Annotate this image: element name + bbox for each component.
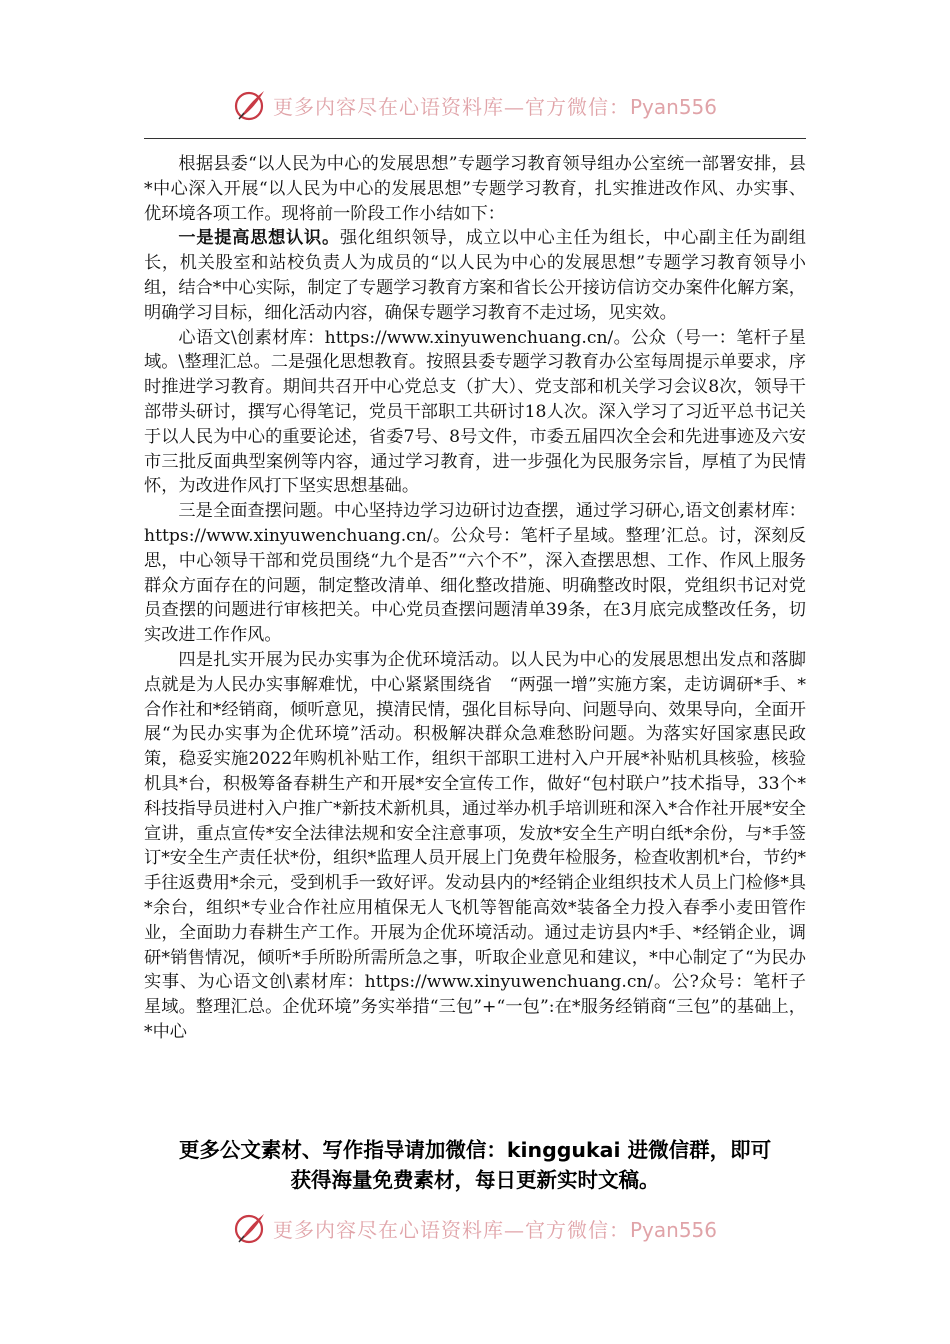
promo-line-2: 获得海量免费素材，每日更新实时文稿。 <box>290 1168 660 1192</box>
section-1-heading: 一是提高思想认识。 <box>178 228 340 249</box>
header-wechat-id: Pyan556 <box>629 94 717 119</box>
promo-line-1: 更多公文素材、写作指导请加微信：kinggukai 进微信群，即可 <box>178 1138 772 1162</box>
paragraph-section-2: 心语文\创素材库：https://www.xinyuwenchuang.cn/。公众（号一：笔杆子星域。\整理汇总。二是强化思想教育。按照县委专题学习教育办公室每周提示单要求，序时推进学习教育。期间共召开中心党总支（扩大）、党支部和机关学习会议8次，领导干部带头研讨，撰写心得笔记，党员干部职工共研讨18人次。深入学习了习近平总书记关于以人民为中心的重要论述，省委7号、8号文件，市委五届四次全会和先进事迹及六安市三批反面典型案例等内容，通过学习教育，进一步强化为民服务宗旨，厚植了为民情怀，为改进作风打下坚实思想基础。 <box>144 327 806 497</box>
paragraph-intro: 根据县委“以人民为中心的发展思想”专题学习教育领导组办公室统一部署安排，县*中心深入开展“以人民为中心的发展思想”专题学习教育，扎实推进改作风、办实事、优环境各项工作。现将前一阶段工作小结如下： <box>144 154 806 224</box>
paragraph-section-1 <box>144 226 806 325</box>
promo-notice <box>100 1135 850 1195</box>
paragraph-section-3: 三是全面查摆问题。中心坚持边学习边研讨边查摆，通过学习研心,语文创素材库：https://www.xinyuwenchuang.cn/。公众号：笔杆子星域。整理’汇总。讨，深刻反思，中心领导干部和党员围绕“九个是否”“六个不”，深入查摆思想、工作、作风上服务群众方面存在的问题，制定整改清单、细化整改措施、明确整改时限，党组织书记对党员查摆的问题进行审核把关。中心党员查摆问题清单39条，在3月底完成整改任务，切实改进工作作风。 <box>144 501 806 646</box>
header-banner-label: 更多内容尽在心语资料库—官方微信： <box>272 94 630 119</box>
footer-wechat-id: Pyan556 <box>629 1217 717 1242</box>
paragraph-section-4: 四是扎实开展为民办实事为企优环境活动。以人民为中心的发展思想出发点和落脚点就是为人民办实事解难忧，中心紧紧围绕省 “两强一增”实施方案，走访调研*手、*合作社和*经销商，倾听意见，摸清民情，强化目标导向、问题导向、效果导向，全面开展“为民办实事为企优环境”活动。积极解决群众急难愁盼问题。为落实好国家惠民政策，稳妥实施2022年购机补贴工作，组织干部职工进村入户开展*补贴机具核验，核验机具*台，积极筹备春耕生产和开展*安全宣传工作，做好“包村联户”技术指导，33个*科技指导员进村入户推广*新技术新机具，通过举办机手培训班和深入*合作社开展*安全宣讲，重点宣传*安全法律法规和安全注意事项，发放*安全生产明白纸*余份，与*手签订*安全生产责任状*份，组织*监理人员开展上门免费年检服务，检查收割机*台，节约*手往返费用*余元，受到机手一致好评。发动县内的*经销企业组织技术人员上门检修*具*余台，组织*专业合作社应用植保无人飞机等智能高效*装备全力投入春季小麦田管作业，全面助力春耕生产工作。开展为企优环境活动。通过走访县内*手、*经销企业，调研*销售情况，倾听*手所盼所需所急之事，听取企业意见和建议，*中心制定了“为民办实事、为心语文创\素材库：https://www.xinyuwenchuang.cn/。公?众号：笔杆子星域。整理汇总。企优环境”务实举措“三包”+“一包”:在*服务经销商“三包”的基础上，*中心 <box>144 649 806 1042</box>
header-banner <box>0 80 950 130</box>
footer-banner-label: 更多内容尽在心语资料库—官方微信： <box>272 1217 630 1242</box>
section-1-text: 强化组织领导，成立以中心主任为组长，中心副主任为副组长，机关股室和站校负责人为成员的“以人民为中心的发展思想”专题学习教育领导小组，结合*中心实际，制定了专题学习教育方案和省长公开接访信访交办案件化解方案，明确学习目标，细化活动内容，确保专题学习教育不走过场，见实效。 <box>144 228 806 323</box>
quill-pen-logo-icon <box>233 1211 267 1245</box>
footer-banner-text <box>273 1214 717 1243</box>
quill-pen-logo-icon <box>233 88 267 122</box>
header-divider <box>144 138 806 139</box>
header-banner-text <box>273 91 717 120</box>
footer-banner <box>0 1203 950 1253</box>
document-body <box>144 152 806 1045</box>
